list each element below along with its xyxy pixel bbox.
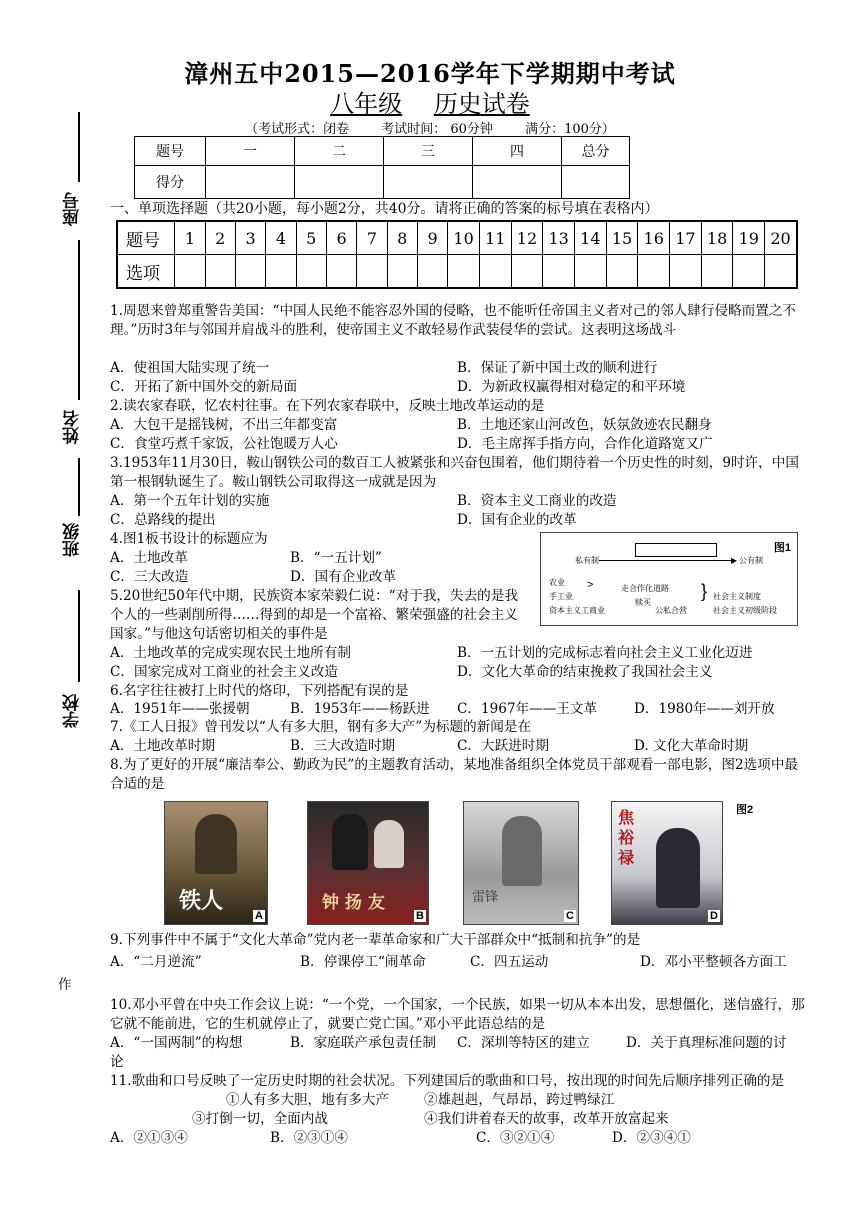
- poster-b-figure: [332, 814, 368, 870]
- q7-option-a: A．土地改革时期: [110, 738, 215, 754]
- q8-stem: 8.为了更好的开展“廉洁奉公、勤政为民”的主题教育活动，某地准备组织全体党员干部观看一部电影，图2选项中最合适的是: [110, 757, 799, 792]
- seat-label: 座号: [63, 192, 83, 226]
- q4-option-a: A．土地改革: [110, 550, 188, 566]
- poster-d: [611, 801, 723, 925]
- poster-b-title: 钟 扬 友: [322, 893, 385, 913]
- q4-option-d: D．国有企业改革: [290, 569, 397, 585]
- answer-option-cell[interactable]: [326, 255, 356, 289]
- figure1-arrow: [599, 560, 731, 561]
- q5-option-b: B．一五计划的完成标志着向社会主义工业化迈进: [457, 645, 753, 661]
- score-header: 总分: [562, 137, 630, 166]
- q10-option-c: C．深圳等特区的建立: [457, 1035, 590, 1051]
- answer-option-cell[interactable]: [701, 255, 733, 289]
- q10-option-d-continued: 论: [110, 1054, 124, 1070]
- figure1-stage: 社会主义初级阶段: [713, 606, 777, 615]
- q9-stem: 9.下列事件中不属于“文化大革命”党内老一辈革命家和广大干部群众中“抵制和抗争”的是: [110, 932, 641, 948]
- poster-a-title: 铁人: [179, 888, 224, 914]
- score-header-row: [135, 137, 630, 166]
- q9-option-d: D．邓小平整顿各方面工: [640, 954, 787, 970]
- answer-option-cell[interactable]: [479, 255, 511, 289]
- answer-number-cell: 8: [387, 221, 417, 255]
- q7-option-c: C．大跃进时期: [457, 738, 549, 754]
- poster-b-letter: B: [416, 910, 424, 922]
- answer-number-cell: 7: [357, 221, 387, 255]
- answer-number-cell: 6: [326, 221, 356, 255]
- exam-time: 考试时间： 60分钟: [381, 122, 493, 137]
- q11-item-3: ③打倒一切，全面内战: [192, 1111, 328, 1127]
- score-header: 一: [206, 137, 295, 166]
- answer-option-cell[interactable]: [448, 255, 480, 289]
- answer-option-cell[interactable]: [357, 255, 387, 289]
- figure1-craft: 手工业: [549, 592, 573, 601]
- q9-option-a: A．“二月逆流”: [110, 954, 202, 970]
- q5-stem: 5.20世纪50年代中期，民族资本家荣毅仁说：“对于我，失去的是我个人的一些剥削所得……得到的却是一个富裕、繁荣强盛的社会主义国家。”与他这句话密切相关的事件是: [110, 588, 518, 642]
- answer-option-cell[interactable]: [387, 255, 417, 289]
- q10-option-b: B．家庭联产承包责任制: [290, 1035, 436, 1051]
- q2-option-c: C．食堂巧煮千家饭，公社饱暖万人心: [110, 436, 338, 452]
- q11-item-1: ①人有多大胆，地有多大产: [226, 1092, 390, 1108]
- q11-option-b: B．②③①④: [270, 1130, 348, 1146]
- name-line: [78, 240, 80, 400]
- answer-table: [116, 220, 798, 289]
- q7-option-d: D. 文化大革命时期: [634, 738, 749, 754]
- answer-number-cell: 16: [638, 221, 670, 255]
- answer-number-cell: 14: [574, 221, 606, 255]
- score-cell[interactable]: [473, 166, 562, 199]
- poster-a-letter: A: [255, 910, 263, 922]
- answer-number-cell: 4: [266, 221, 296, 255]
- q11-item-4: ④我们讲着春天的故事，改革开放富起来: [424, 1111, 669, 1127]
- answer-number-cell: 2: [205, 221, 235, 255]
- answer-option-cell[interactable]: [638, 255, 670, 289]
- q4-option-c: C．三大改造: [110, 569, 189, 585]
- answer-option-cell[interactable]: [266, 255, 296, 289]
- q10-stem: 10.邓小平曾在中央工作会议上说：“一个党，一个国家，一个民族，如果一切从本本出发，思想僵化，迷信盛行，那它就不能前进，它的生机就停止了，就要亡党亡国。”邓小平此语总结的是: [110, 997, 805, 1032]
- answer-number-cell: 18: [701, 221, 733, 255]
- figure1-public: 公有制: [739, 556, 763, 565]
- name-label: 姓名: [63, 410, 83, 444]
- q10-option-d: D．关于真理标准问题的讨: [626, 1035, 787, 1051]
- answer-number-cell: 15: [606, 221, 638, 255]
- answer-option-row: [117, 255, 797, 289]
- q11-option-c: C．③②①④: [476, 1130, 555, 1146]
- figure1-capital: 资本主义工商业: [549, 606, 605, 615]
- q6-option-c: C．1967年——王文革: [457, 701, 598, 717]
- q7-option-b: B．三大改造时期: [290, 738, 396, 754]
- q2-option-a: A．大包干是摇钱树，不出三年都变富: [110, 417, 338, 433]
- q3-option-a: A．第一个五年计划的实施: [110, 493, 270, 509]
- figure1-arrowhead: ▶: [731, 556, 738, 565]
- score-header: 四: [473, 137, 562, 166]
- score-header: 题号: [135, 137, 206, 166]
- school-label: 学校: [63, 694, 83, 728]
- figure1-coop: 走合作化道路: [621, 584, 669, 593]
- answer-option-label: 选项: [117, 255, 175, 289]
- q3-option-d: D．国有企业的改革: [457, 512, 577, 528]
- answer-number-cell: 1: [175, 221, 205, 255]
- figure1-diagram: [540, 532, 798, 626]
- answer-number-cell: 13: [543, 221, 575, 255]
- score-row-label: 得分: [135, 166, 206, 199]
- answer-number-cell: 9: [417, 221, 447, 255]
- q9-option-c: C．四五运动: [470, 954, 549, 970]
- q6-option-b: B．1953年——杨跃进: [290, 701, 430, 717]
- q5-option-a: A．土地改革的完成实现农民土地所有制: [110, 645, 351, 661]
- section1-heading: 一、单项选择题（共20小题，每小题2分，共40分。请将正确的答案的标号填在表格内）: [110, 201, 659, 217]
- poster-d-letter: D: [710, 910, 718, 922]
- q3-stem: 3.1953年11月30日，鞍山钢铁公司的数百工人被紧张和兴奋包围着，他们期待着一个历史性的时刻，9时许，中国第一根钢轨诞生了。鞍山钢铁公司取得这一成就是因为: [110, 455, 799, 490]
- answer-option-cell[interactable]: [543, 255, 575, 289]
- q2-stem: 2.读农家春联，忆农村往事。在下列农家春联中，反映土地改革运动的是: [110, 398, 545, 414]
- answer-option-cell[interactable]: [765, 255, 797, 289]
- figure1-sys: 社会主义制度: [713, 592, 761, 601]
- q1-option-a: A．使祖国大陆实现了统一: [110, 360, 270, 376]
- q5-option-c: C．国家完成对工商业的社会主义改造: [110, 664, 338, 680]
- figure1-brace: >: [587, 579, 594, 591]
- q2-option-d: D．毛主席挥手指方向，合作化道路宽又广: [457, 436, 713, 452]
- answer-option-cell[interactable]: [175, 255, 205, 289]
- answer-number-cell: 3: [235, 221, 265, 255]
- exam-score: 满分：100分）: [525, 122, 615, 137]
- answer-number-cell: 20: [765, 221, 797, 255]
- answer-option-cell[interactable]: [235, 255, 265, 289]
- grade-label: 八年级: [330, 90, 403, 118]
- score-table: [134, 136, 630, 199]
- subject-label: 历史试卷: [433, 90, 530, 118]
- q11-option-a: A．②①③④: [110, 1130, 188, 1146]
- poster-a: [164, 801, 268, 925]
- answer-number-row: [117, 221, 797, 255]
- poster-c: [463, 801, 579, 925]
- q4-stem: 4.图1板书设计的标题应为: [110, 531, 268, 547]
- seat-line: [78, 112, 80, 182]
- exam-info: [0, 118, 860, 137]
- score-cell[interactable]: [295, 166, 384, 199]
- q11-option-d: D．②③④①: [612, 1130, 691, 1146]
- answer-number-cell: 19: [733, 221, 765, 255]
- figure1-bracket: }: [701, 581, 708, 601]
- score-cell[interactable]: [206, 166, 295, 199]
- score-cell[interactable]: [384, 166, 473, 199]
- answer-number-cell: 10: [448, 221, 480, 255]
- poster-b-figure2: [374, 820, 404, 868]
- answer-option-cell[interactable]: [417, 255, 447, 289]
- poster-b: [307, 801, 429, 925]
- score-cell[interactable]: [562, 166, 630, 199]
- q6-option-d: D．1980年——刘开放: [634, 701, 775, 717]
- answer-option-cell[interactable]: [670, 255, 702, 289]
- poster-c-letter: C: [566, 910, 574, 922]
- school-line: [78, 590, 80, 682]
- q6-option-a: A．1951年——张援朝: [110, 701, 250, 717]
- answer-number-label: 题号: [117, 221, 175, 255]
- figure1-title-box: [635, 543, 717, 557]
- score-header: 二: [295, 137, 384, 166]
- q11-stem: 11.歌曲和口号反映了一定历史时期的社会状况。下列建国后的歌曲和口号，按出现的时间先后顺序排列正确的是: [110, 1073, 785, 1089]
- answer-option-cell[interactable]: [205, 255, 235, 289]
- q7-stem: 7.《工人日报》曾刊发以“人有多大胆，钢有多大产”为标题的新闻是在: [110, 719, 532, 735]
- poster-c-figure: [502, 816, 542, 886]
- answer-number-cell: 17: [670, 221, 702, 255]
- q9-option-b: B．停课停工“闹革命: [300, 954, 426, 970]
- q6-stem: 6.名字往往被打上时代的烙印，下列搭配有误的是: [110, 683, 409, 699]
- answer-option-cell[interactable]: [733, 255, 765, 289]
- answer-option-cell[interactable]: [511, 255, 543, 289]
- q9-option-d-continued: 作: [58, 977, 72, 993]
- exam-title: 漳州五中2015—2016学年下学期期中考试: [184, 59, 676, 88]
- answer-number-cell: 5: [296, 221, 326, 255]
- q3-option-c: C．总路线的提出: [110, 512, 216, 528]
- figure1-private: 私有制: [575, 556, 599, 565]
- q3-option-b: B．资本主义工商业的改造: [457, 493, 617, 509]
- q1-option-d: D．为新政权赢得相对稳定的和平环境: [457, 379, 686, 395]
- poster-d-title: 焦裕禄: [618, 808, 635, 867]
- score-header: 三: [384, 137, 473, 166]
- answer-number-cell: 12: [511, 221, 543, 255]
- class-label: 班级: [63, 523, 83, 557]
- q10-option-a: A．“一国两制”的构想: [110, 1035, 243, 1051]
- figure2-label: 图2: [736, 804, 754, 816]
- q11-item-2: ②雄赳赳，气昂昂，跨过鸭绿江: [424, 1092, 615, 1108]
- answer-option-cell[interactable]: [574, 255, 606, 289]
- q1-option-c: C．开拓了新中国外交的新局面: [110, 379, 298, 395]
- exam-form: （考试形式：闭卷: [245, 122, 350, 137]
- answer-number-cell: 11: [479, 221, 511, 255]
- figure1-joint: 公私合营: [655, 606, 687, 615]
- poster-a-figure: [195, 814, 237, 874]
- figure1-label: 图1: [773, 542, 791, 554]
- answer-option-cell[interactable]: [606, 255, 638, 289]
- q2-option-b: B．土地还家山河改色，妖氛敛迹农民翻身: [457, 417, 712, 433]
- q1-stem: 1.周恩来曾郑重警告美国：“中国人民绝不能容忍外国的侵略，也不能听任帝国主义者对己的邻人肆行侵略而置之不理。”历时3年与邻国并肩战斗的胜利，使帝国主义不敢轻易作武装侵华的尝试。这表明这场战斗: [110, 303, 797, 338]
- q4-option-b: B．“一五计划”: [290, 550, 382, 566]
- answer-option-cell[interactable]: [296, 255, 326, 289]
- q1-option-b: B．保证了新中国土改的顺利进行: [457, 360, 658, 376]
- exam-subtitle: [0, 84, 860, 119]
- poster-d-figure: [656, 828, 700, 908]
- score-row: [135, 166, 630, 199]
- class-line: [78, 458, 80, 516]
- poster-c-title: 雷锋: [472, 890, 499, 905]
- figure1-buy: 赎买: [635, 598, 651, 607]
- q5-option-d: D．文化大革命的结束挽救了我国社会主义: [457, 664, 713, 680]
- figure1-agri: 农业: [549, 578, 565, 587]
